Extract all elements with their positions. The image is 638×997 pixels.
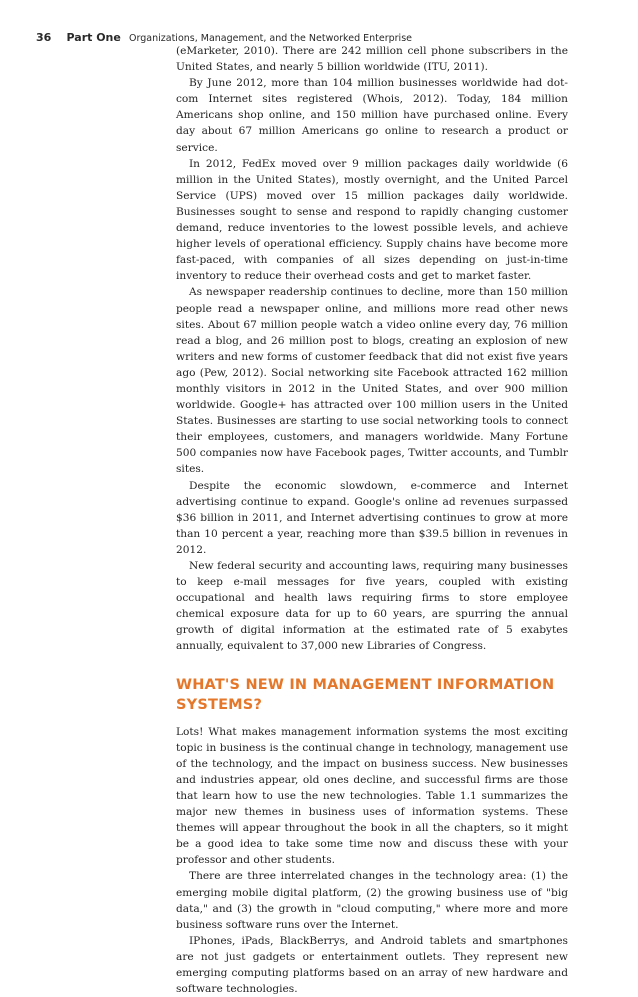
body-paragraph: As newspaper readership continues to decline, more than 150 million people read a newspaper online, and millions more read other news sites. About 67 million people watch a video online every day, 76 million read a blog, and 26 million post to blogs, creating an explosion of new writers and new forms of customer feedback that did not exist five years ago (Pew, 2012). Social networking site Facebook attracted 162 million monthly visitors in 2012 in the United States, and over 900 million worldwide. Google+ has attracted over 100 million users in the United States. Businesses are starting to use social networking tools to connect their employees, customers, and managers worldwide. Many Fortune 500 companies now have Facebook pages, Twitter accounts, and Tumblr sites. (176, 286, 568, 476)
page-body (176, 43, 568, 997)
body-paragraph: By June 2012, more than 104 million businesses worldwide had dot-com Internet sites registered (Whois, 2012). Today, 184 million Americans shop online, and 150 million have purchased online. Every day about 67 million Americans go online to research a product or service. (176, 77, 568, 154)
body-paragraph: There are three interrelated changes in the technology area: (1) the emerging mobile digital platform, (2) the growing business use of "big data," and (3) the growth in "cloud computing," where more and more business software runs over the Internet. (176, 870, 568, 931)
part-label: Part One (66, 31, 121, 44)
body-paragraph: Lots! What makes management information systems the most exciting topic in business is the continual change in technology, management use of the technology, and the impact on business success. New businesses and industries appear, old ones decline, and successful firms are those that learn how to use the new technologies. Table 1.1 summarizes the major new themes in business uses of information systems. These themes will appear throughout the book in all the chapters, so it might be a good idea to take some time now and discuss these with your professor and other students. (176, 725, 568, 867)
body-paragraph: New federal security and accounting laws, requiring many businesses to keep e-mail messages for five years, coupled with existing occupational and health laws requiring firms to store employee chemical exposure data for up to 60 years, are spurring the annual growth of digital information at the estimated rate of 5 exabytes annually, equivalent to 37,000 new Libraries of Congress. (176, 560, 568, 653)
body-paragraph: In 2012, FedEx moved over 9 million packages daily worldwide (6 million in the United States), mostly overnight, and the United Parcel Service (UPS) moved over 15 million packages daily worldwide. Businesses sought to sense and respond to rapidly changing customer demand, reduce inventories to the lowest possible levels, and achieve higher levels of operational efficiency. Supply chains have become more fast-paced, with companies of all sizes depending on just-in-time inventory to reduce their overhead costs and get to market faster. (176, 157, 568, 283)
body-paragraph: IPhones, iPads, BlackBerrys, and Android tablets and smartphones are not just gadgets or entertainment outlets. They represent new emerging computing platforms based on an array of new hardware and software technologies. (176, 934, 568, 996)
section-heading: WHAT'S NEW IN MANAGEMENT INFORMATION SYSTEMS? (176, 676, 555, 713)
body-paragraph: (eMarketer, 2010). There are 242 million cell phone subscribers in the United States, and nearly 5 billion worldwide (ITU, 2011). (176, 45, 568, 74)
page-number: 36 (36, 31, 52, 44)
body-paragraph: Despite the economic slowdown, e-commerce and Internet advertising continue to expand. Google's online ad revenues surpassed $36 billion in 2011, and Internet advertising continues to grow at more than 10 percent a year, reaching more than $39.5 billion in revenues in 2012. (176, 479, 568, 556)
part-title: Organizations, Management, and the Networked Enterprise (129, 33, 412, 44)
